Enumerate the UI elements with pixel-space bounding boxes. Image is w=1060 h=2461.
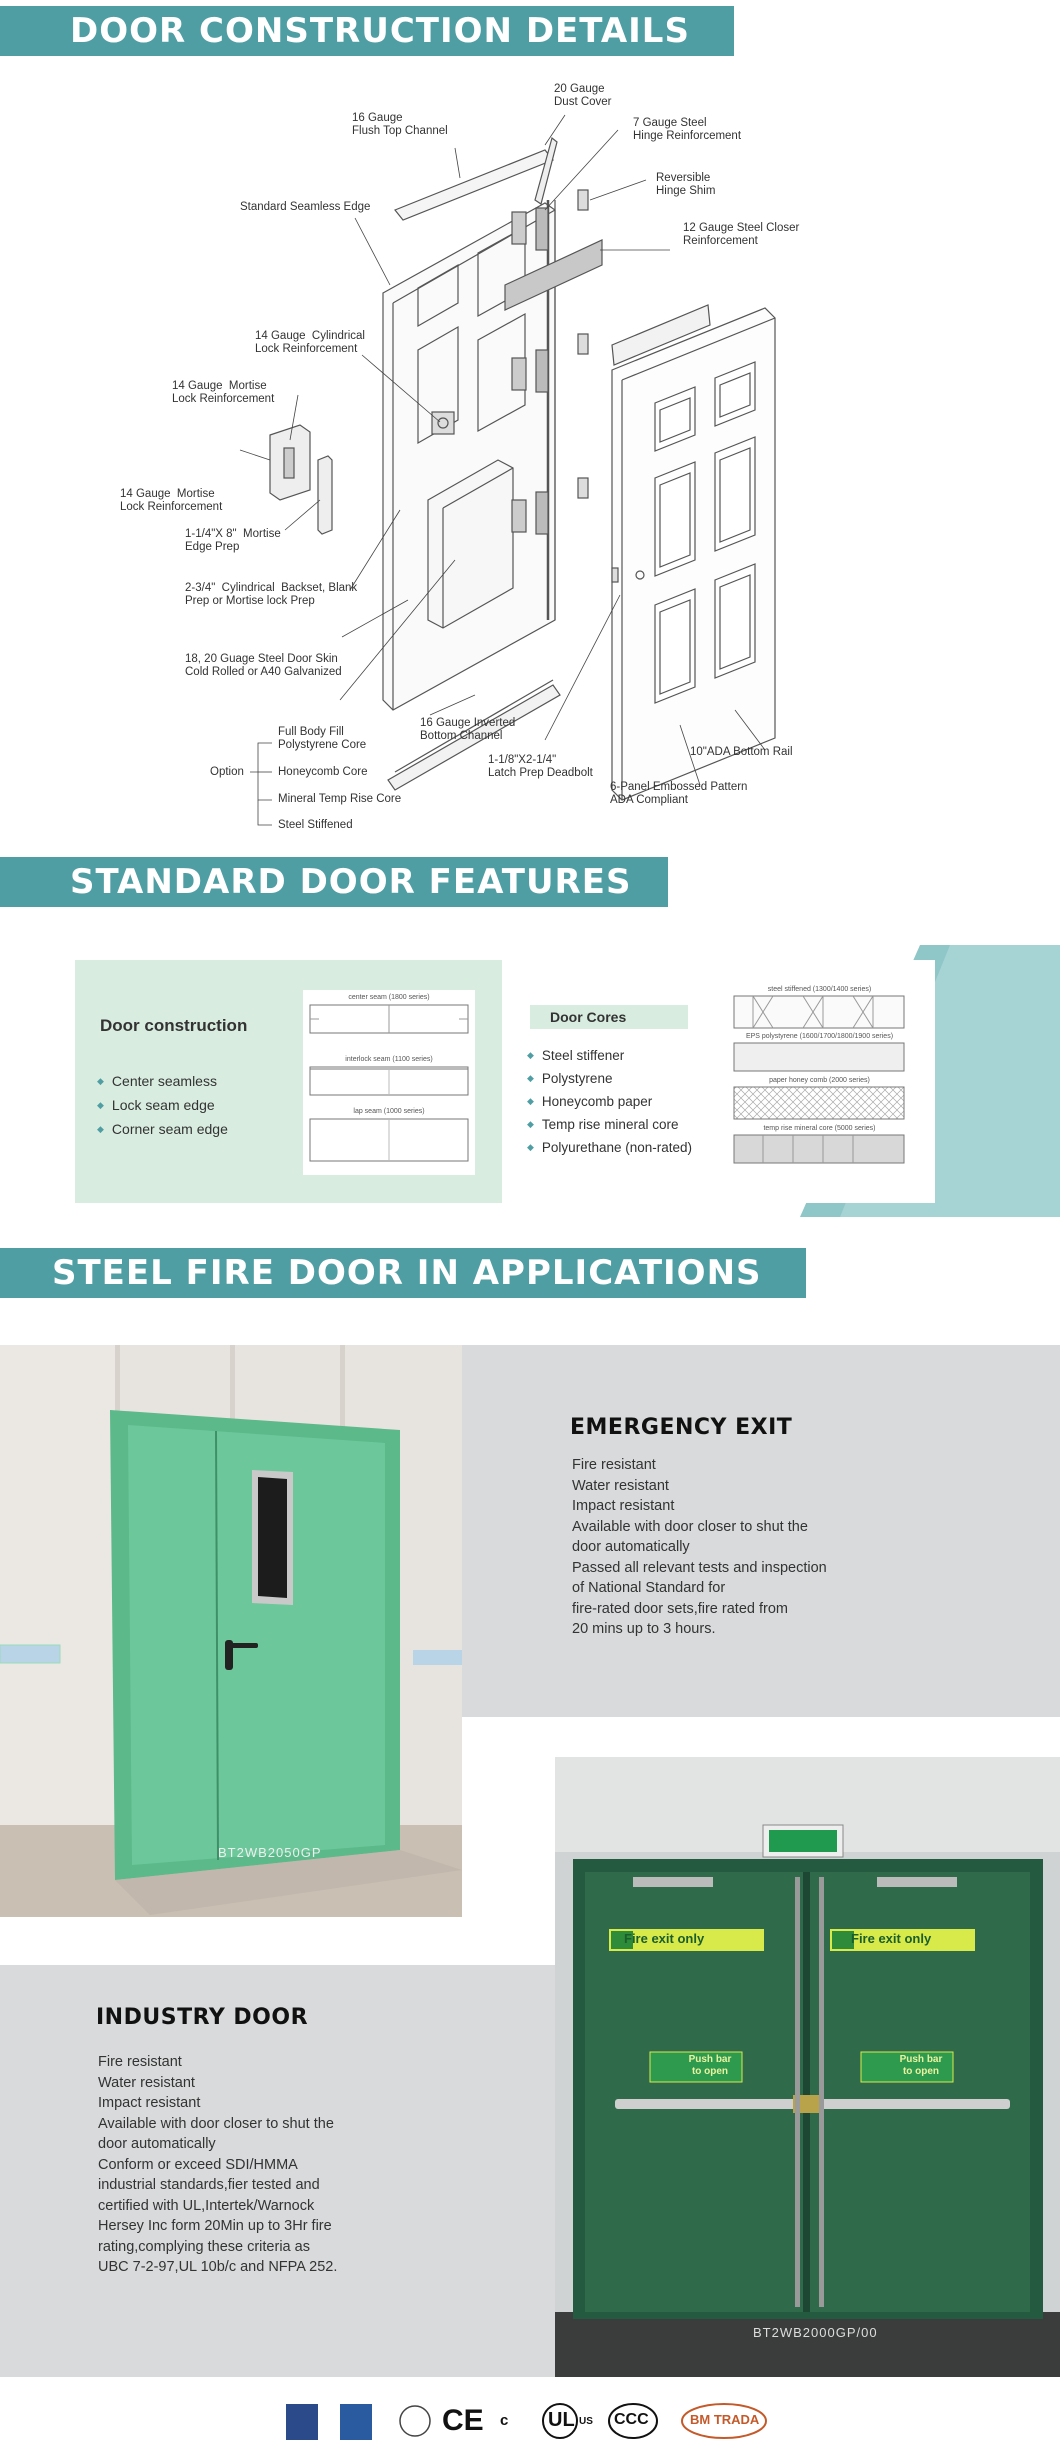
ul-us-mark: US	[579, 2416, 593, 2427]
lap-seam-drawing	[309, 1118, 469, 1163]
list-item: ◆ Corner seam edge	[97, 1118, 228, 1142]
cert-badge-1	[286, 2404, 318, 2440]
emergency-photo-code: BT2WB2050GP	[218, 1845, 322, 1860]
label-seamless-edge: Standard Seamless Edge	[240, 201, 371, 213]
description-line: rating,complying these criteria as	[98, 2238, 310, 2255]
polystyrene-drawing	[733, 1042, 905, 1072]
label-flush-top-channel: 16 Gauge Flush Top Channel	[352, 112, 448, 137]
ccc-mark: CCC	[614, 2411, 649, 2428]
list-item: ◆ Center seamless	[97, 1070, 228, 1094]
description-line: door automatically	[572, 1539, 690, 1555]
door-construction-title: Door construction	[100, 1016, 248, 1035]
description-line: Water resistant	[572, 1477, 669, 1494]
industry-door-photo	[555, 1757, 1060, 2377]
label-option-honeycomb: Honeycomb Core	[278, 766, 368, 778]
fire-exit-sign-left: Fire exit only	[624, 1931, 705, 1946]
core-caption: temp rise mineral core (5000 series)	[763, 1125, 876, 1132]
features-panel	[75, 960, 935, 1203]
description-line: Impact resistant	[98, 2095, 201, 2111]
description-line: Available with door closer to shut the	[98, 2115, 334, 2132]
label-mortise-edge-prep: 1-1/4"X 8" Mortise Edge Prep	[185, 528, 281, 553]
list-item: ◆ Temp rise mineral core	[527, 1114, 692, 1137]
fire-exit-sign-right: Fire exit only	[851, 1931, 932, 1946]
industry-photo-code: BT2WB2000GP/00	[753, 2325, 878, 2340]
description-line: Hersey Inc form 20Min up to 3Hr fire	[98, 2218, 332, 2234]
label-cylindrical-lock: 14 Gauge Cylindrical Lock Reinforcement	[255, 330, 365, 355]
door-exploded-diagram	[0, 60, 1060, 850]
description-line: Passed all relevant tests and inspection	[572, 1559, 827, 1576]
push-bar-sign-right: Push bar to open	[899, 2054, 943, 2077]
seam-caption: interlock seam (1100 series)	[345, 1056, 433, 1063]
push-bar-sign-left: Push bar to open	[688, 2054, 732, 2077]
honeycomb-drawing	[733, 1086, 905, 1120]
description-line: Fire resistant	[572, 1457, 656, 1473]
mineral-core-drawing	[733, 1134, 905, 1164]
label-door-skin: 18, 20 Guage Steel Door Skin Cold Rolled or A40 Galvanized	[185, 653, 342, 678]
core-caption: paper honey comb (2000 series)	[769, 1077, 870, 1084]
label-mortise-lock-1: 14 Gauge Mortise Lock Reinforcement	[172, 380, 275, 405]
label-option-mineral: Mineral Temp Rise Core	[278, 793, 402, 805]
label-bottom-rail: 10"ADA Bottom Rail	[690, 746, 793, 758]
description-line: UBC 7-2-97,UL 10b/c and NFPA 252.	[98, 2259, 338, 2275]
label-dust-cover: 20 Gauge Dust Cover	[554, 83, 612, 108]
door-cores-block	[502, 960, 935, 1203]
core-caption: EPS polystyrene (1600/1700/1800/1900 series)	[745, 1033, 894, 1040]
center-seam-drawing	[309, 1004, 469, 1034]
certification-logos	[270, 2396, 790, 2446]
description-line: Conform or exceed SDI/HMMA	[98, 2156, 298, 2173]
door-cores-list	[527, 1045, 692, 1160]
description-line: door automatically	[98, 2136, 216, 2152]
dust-cover-part	[535, 138, 557, 204]
seam-caption: center seam (1800 series)	[348, 994, 430, 1001]
industry-door-description	[98, 2052, 337, 2278]
label-mortise-lock-2: 14 Gauge Mortise Lock Reinforcement	[120, 488, 223, 513]
description-line: fire-rated door sets,fire rated from	[572, 1600, 788, 1617]
label-hinge-reinforcement: 7 Gauge Steel Hinge Reinforcement	[633, 117, 742, 142]
steel-stiffened-drawing	[733, 995, 905, 1029]
door-construction-block	[75, 960, 502, 1203]
label-hinge-shim: Reversible Hinge Shim	[656, 172, 716, 197]
list-item: ◆ Steel stiffener	[527, 1045, 692, 1068]
core-illustrations	[727, 984, 912, 1184]
description-line: Impact resistant	[572, 1498, 675, 1514]
label-bottom-channel: 16 Gauge Inverted Bottom Channel	[420, 717, 516, 742]
cert-badge-2	[340, 2404, 372, 2440]
label-backset: 2-3/4" Cylindrical Backset, Blank Prep or Mortise lock Prep	[185, 582, 358, 607]
list-item: ◆ Polyurethane (non-rated)	[527, 1137, 692, 1160]
label-option-polystyrene: Full Body Fill Polystyrene Core	[278, 726, 367, 751]
seam-illustrations	[303, 990, 475, 1175]
seam-caption: lap seam (1000 series)	[353, 1108, 425, 1115]
emergency-exit-description	[572, 1455, 827, 1640]
applications-section-title: STEEL FIRE DOOR IN APPLICATIONS	[0, 1248, 806, 1298]
list-item: ◆ Polystyrene	[527, 1068, 692, 1091]
description-line: Fire resistant	[98, 2054, 182, 2070]
description-line: Available with door closer to shut the	[572, 1518, 808, 1535]
top-channel-part	[395, 150, 553, 220]
door-construction-list	[97, 1070, 228, 1142]
description-line: industrial standards,fier tested and	[98, 2177, 320, 2193]
bm-trada-mark: BM TRADA	[690, 2412, 760, 2427]
core-caption: steel stiffened (1300/1400 series)	[767, 986, 872, 993]
emergency-exit-photo	[0, 1345, 462, 1917]
label-option: Option	[210, 766, 244, 778]
features-section-title: STANDARD DOOR FEATURES	[0, 857, 668, 907]
ul-mark: UL	[548, 2409, 575, 2431]
label-embossed-pattern: 6-Panel Embossed Pattern ADA Compliant	[610, 781, 748, 806]
description-line: of National Standard for	[572, 1580, 726, 1596]
industry-door-title: INDUSTRY DOOR	[96, 2005, 309, 2030]
interlock-seam-drawing	[309, 1066, 469, 1096]
label-closer-reinforcement: 12 Gauge Steel Closer Reinforcement	[683, 222, 800, 247]
list-item: ◆ Honeycomb paper	[527, 1091, 692, 1114]
label-latch-deadbolt: 1-1/8"X2-1/4" Latch Prep Deadbolt	[488, 754, 593, 779]
label-option-steel-stiffened: Steel Stiffened	[278, 819, 353, 831]
ce-mark: CE	[442, 2404, 484, 2437]
construction-section-title: DOOR CONSTRUCTION DETAILS	[0, 6, 734, 56]
cert-badge-3	[400, 2406, 430, 2436]
emergency-exit-title: EMERGENCY EXIT	[570, 1415, 793, 1440]
ul-c-mark: c	[500, 2412, 509, 2429]
door-cores-title: Door Cores	[530, 1005, 688, 1029]
list-item: ◆ Lock seam edge	[97, 1094, 228, 1118]
description-line: certified with UL,Intertek/Warnock	[98, 2197, 315, 2214]
description-line: 20 mins up to 3 hours.	[572, 1621, 716, 1637]
description-line: Water resistant	[98, 2074, 195, 2091]
